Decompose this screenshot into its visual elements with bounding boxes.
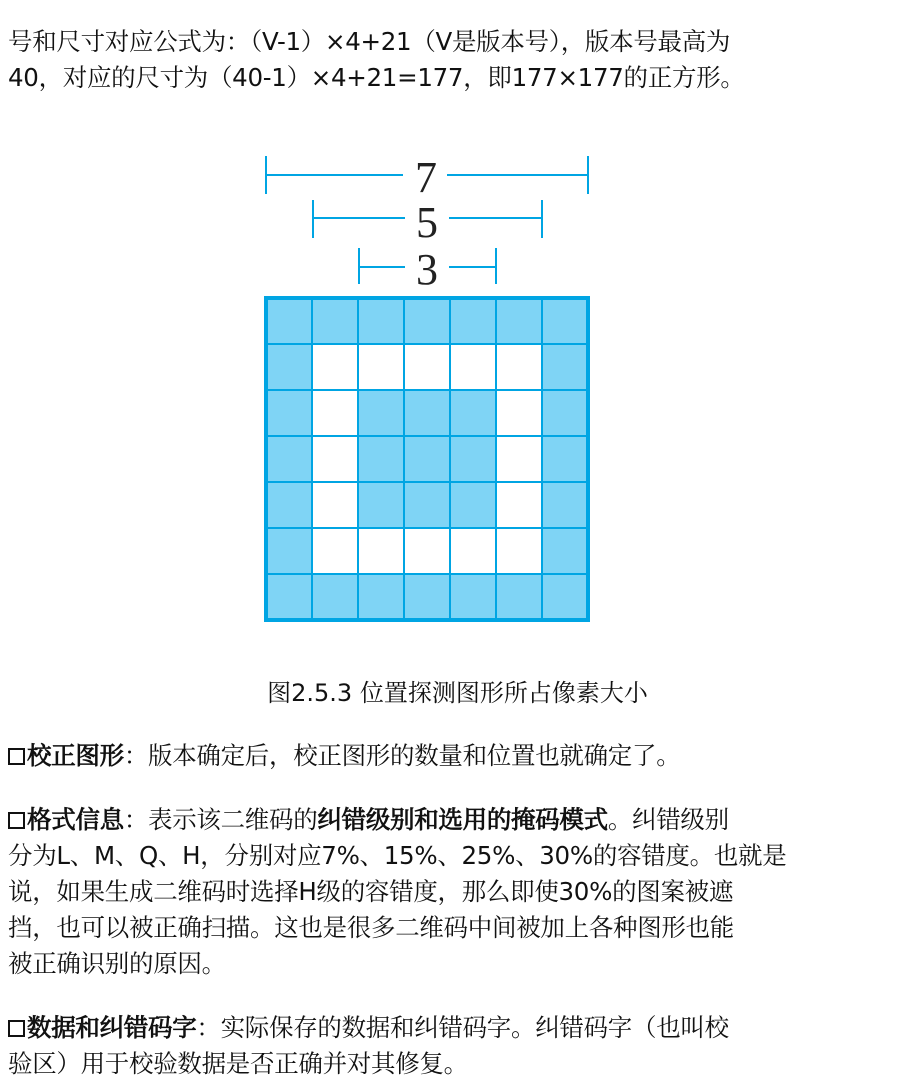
grid-cell-r1-c0 [266,344,312,390]
format-line-4: 挡，也可以被正确扫描。这也是很多二维码中间被加上各种图形也能 [8,913,734,942]
alignment-text: ：版本确定后，校正图形的数量和位置也就确定了。 [123,741,681,770]
grid-cell-r4-c4 [450,482,496,528]
grid-cell-r4-c2 [358,482,404,528]
grid-cell-r1-c5 [496,344,542,390]
grid-cell-r2-c4 [450,390,496,436]
intro-line-1: 号和尺寸对应公式为：（V-1）×4+21（V是版本号），版本号最高为 [8,27,731,56]
grid-cell-r3-c2 [358,436,404,482]
format-line-2: 分为L、M、Q、H，分别对应7%、15%、25%、30%的容错度。也就是 [8,841,787,870]
alignment-line [8,738,888,774]
grid-cell-r1-c6 [542,344,588,390]
dimension-label-7: 7 [415,153,437,202]
grid-cell-r1-c4 [450,344,496,390]
format-line-3: 说，如果生成二维码时选择H级的容错度，那么即使30%的图案被遮 [8,877,734,906]
grid-cell-r1-c2 [358,344,404,390]
intro-paragraph [8,24,888,96]
alignment-title: 校正图形 [27,741,124,770]
section-alignment [8,738,888,774]
data-line-1 [8,1010,888,1046]
format-line-5: 被正确识别的原因。 [8,949,226,978]
grid-cell-r4-c5 [496,482,542,528]
grid-cell-r2-c3 [404,390,450,436]
finder-pattern-grid [266,298,588,620]
grid-cell-r6-c1 [312,574,358,620]
grid-cell-r6-c6 [542,574,588,620]
format-text-c: 。纠错级别 [607,805,729,834]
grid-cell-r6-c4 [450,574,496,620]
checkbox-icon [8,812,25,829]
grid-cell-r0-c0 [266,298,312,344]
format-line-1 [8,802,888,838]
grid-cell-r5-c2 [358,528,404,574]
grid-cell-r4-c6 [542,482,588,528]
checkbox-icon [8,748,25,765]
checkbox-icon [8,1020,25,1037]
grid-cell-r2-c0 [266,390,312,436]
grid-cell-r5-c0 [266,528,312,574]
grid-cell-r3-c0 [266,436,312,482]
format-text-emphasis: 纠错级别和选用的掩码模式 [317,805,608,834]
grid-cell-r0-c5 [496,298,542,344]
grid-cell-r3-c3 [404,436,450,482]
grid-cell-r0-c1 [312,298,358,344]
data-text-1: ：实际保存的数据和纠错码字。纠错码字（也叫校 [196,1013,729,1042]
grid-cell-r3-c1 [312,436,358,482]
grid-cell-r6-c0 [266,574,312,620]
grid-cell-r6-c5 [496,574,542,620]
grid-cell-r0-c3 [404,298,450,344]
grid-cell-r6-c3 [404,574,450,620]
grid-cell-r4-c3 [404,482,450,528]
grid-cell-r5-c3 [404,528,450,574]
grid-cell-r0-c6 [542,298,588,344]
grid-cell-r2-c1 [312,390,358,436]
figure-caption: 图2.5.3 位置探测图形所占像素大小 [267,679,648,707]
section-data [8,1010,888,1082]
format-text-a: ：表示该二维码的 [123,805,318,834]
grid-cell-r4-c1 [312,482,358,528]
grid-cell-r3-c6 [542,436,588,482]
grid-cell-r3-c5 [496,436,542,482]
dimension-label-3: 3 [416,245,438,294]
grid-cell-r4-c0 [266,482,312,528]
grid-cell-r6-c2 [358,574,404,620]
grid-cell-r3-c4 [450,436,496,482]
grid-cell-r2-c5 [496,390,542,436]
grid-cell-r1-c1 [312,344,358,390]
grid-cell-r0-c4 [450,298,496,344]
grid-cell-r2-c2 [358,390,404,436]
data-line-2: 验区）用于校验数据是否正确并对其修复。 [8,1049,468,1078]
grid-cell-r5-c5 [496,528,542,574]
grid-cell-r2-c6 [542,390,588,436]
grid-cell-r5-c4 [450,528,496,574]
grid-cell-r0-c2 [358,298,404,344]
dimension-label-5: 5 [416,198,438,247]
format-title: 格式信息 [27,805,124,834]
intro-line-2: 40，对应的尺寸为（40-1）×4+21=177，即177×177的正方形。 [8,63,745,92]
grid-cell-r5-c1 [312,528,358,574]
section-format [8,802,888,982]
grid-cell-r1-c3 [404,344,450,390]
data-title: 数据和纠错码字 [27,1013,197,1042]
grid-cell-r5-c6 [542,528,588,574]
position-detection-figure [255,148,600,628]
